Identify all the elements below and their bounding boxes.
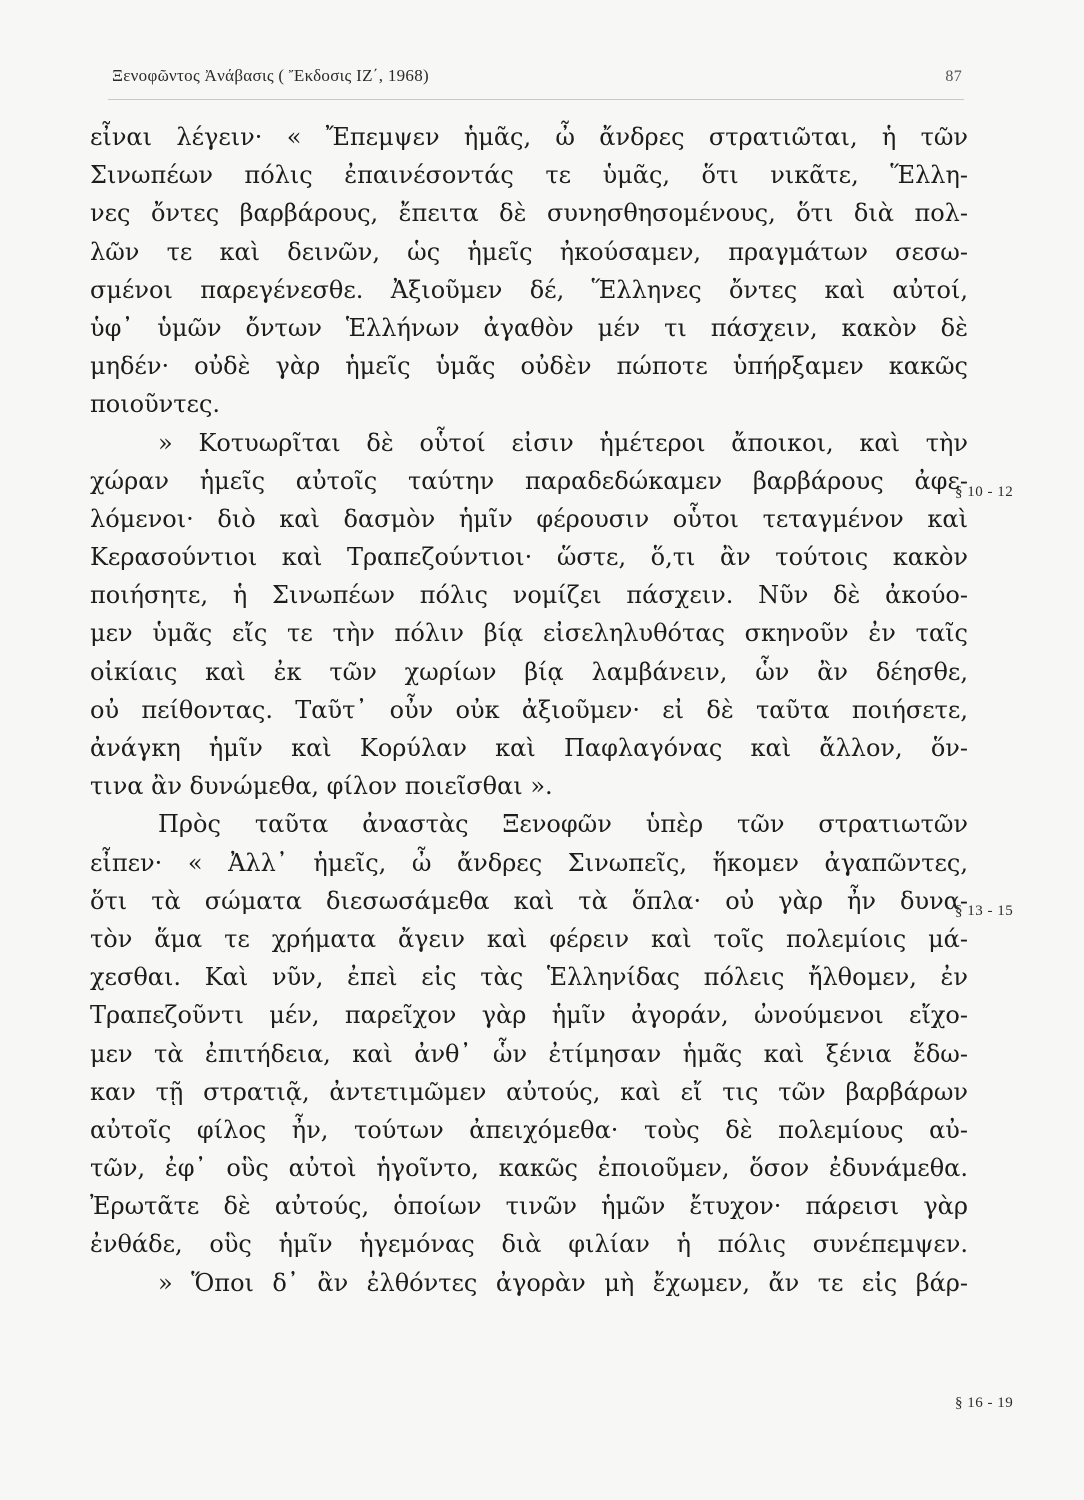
section-marker: § 10 - 12 bbox=[955, 484, 1014, 500]
text-line: μηδέν· οὐδὲ γὰρ ἡμεῖς ὑμᾶς οὐδὲν πώποτε ὑπήρξαμεν κακῶς bbox=[90, 352, 968, 381]
text-line: χώραν ἡμεῖς αὐτοῖς ταύτην παραδεδώκαμεν βαρβάρους ἀφε- bbox=[90, 466, 968, 495]
text-line: » Ὅποι δ᾽ ἂν ἐλθόντες ἀγορὰν μὴ ἔχωμεν, ἄν τε εἰς βάρ- bbox=[158, 1268, 968, 1297]
text-line: τὸν ἅμα τε χρήματα ἄγειν καὶ φέρειν καὶ τοῖς πολεμίοις μά- bbox=[90, 924, 968, 953]
text-line: ἀνάγκη ἡμῖν καὶ Κορύλαν καὶ Παφλαγόνας καὶ ἄλλον, ὅν- bbox=[90, 734, 968, 762]
section-marker: § 16 - 19 bbox=[955, 1395, 1014, 1411]
text-line: τινα ἂν δυνώμεθα, φίλον ποιεῖσθαι ». bbox=[90, 772, 553, 801]
text-line: μεν τὰ ἐπιτήδεια, καὶ ἀνθ᾽ ὧν ἐτίμησαν ἡμᾶς καὶ ξένια ἔδω- bbox=[90, 1039, 968, 1068]
text-line: σμένοι παρεγένεσθε. Ἀξιοῦμεν δέ, Ἕλληνες ὄντες καὶ αὐτοί, bbox=[90, 275, 968, 304]
text-line: » Κοτυωρῖται δὲ οὗτοί εἰσιν ἡμέτεροι ἄποικοι, καὶ τὴν bbox=[158, 428, 968, 457]
body-text bbox=[90, 118, 968, 1302]
text-line: Κερασούντιοι καὶ Τραπεζούντιοι· ὥστε, ὅ,τι ἂν τούτοις κακὸν bbox=[90, 543, 968, 572]
text-line: αὐτοῖς φίλος ἦν, τούτων ἀπειχόμεθα· τοὺς δὲ πολεμίους αὐ- bbox=[90, 1115, 968, 1144]
text-line: λόμενοι· διὸ καὶ δασμὸν ἡμῖν φέρουσιν οὗτοι τεταγμένον καὶ bbox=[90, 504, 968, 533]
text-line: Πρὸς ταῦτα ἀναστὰς Ξενοφῶν ὑπὲρ τῶν στρατιωτῶν bbox=[158, 810, 968, 839]
text-line: καν τῇ στρατιᾷ, ἀντετιμῶμεν αὐτούς, καὶ εἴ τις τῶν βαρβάρων bbox=[90, 1077, 968, 1106]
text-line: χεσθαι. Καὶ νῦν, ἐπεὶ εἰς τὰς Ἑλληνίδας πόλεις ἤλθομεν, ἐν bbox=[90, 963, 968, 992]
text-line: ποιοῦντες. bbox=[90, 390, 221, 419]
text-line: νες ὄντες βαρβάρους, ἔπειτα δὲ συνησθησομένους, ὅτι διὰ πολ- bbox=[90, 199, 968, 228]
text-line: ὅτι τὰ σώματα διεσωσάμεθα καὶ τὰ ὅπλα· οὐ γὰρ ἦν δυνα- bbox=[90, 886, 968, 915]
running-header bbox=[112, 66, 962, 94]
text-line: ἐνθάδε, οὓς ἡμῖν ἡγεμόνας διὰ φιλίαν ἡ πόλις συνέπεμψεν. bbox=[90, 1230, 968, 1259]
text-line: τῶν, ἐφ᾽ οὓς αὐτοὶ ἡγοῖντο, κακῶς ἐποιοῦμεν, ὅσον ἐδυνάμεθα. bbox=[90, 1154, 968, 1183]
text-line: ὑφ᾽ ὑμῶν ὄντων Ἑλλήνων ἀγαθὸν μέν τι πάσχειν, κακὸν δὲ bbox=[90, 313, 968, 342]
text-line: Ἐρωτᾶτε δὲ αὐτούς, ὁποίων τινῶν ἡμῶν ἔτυχον· πάρεισι γὰρ bbox=[90, 1192, 968, 1221]
text-line: εἶπεν· « Ἀλλ᾽ ἡμεῖς, ὦ ἄνδρες Σινωπεῖς, ἥκομεν ἀγαπῶντες, bbox=[90, 848, 968, 877]
text-line: εἶναι λέγειν· « Ἔπεμψεν ἡμᾶς, ὦ ἄνδρες στρατιῶται, ἡ τῶν bbox=[90, 123, 968, 151]
header-title: Ξενοφῶντος Ἀνάβασις ( Ἔκδοσις ΙΖ΄, 1968) bbox=[112, 66, 429, 85]
page-number: 87 bbox=[945, 68, 962, 85]
text-line: Τραπεζοῦντι μέν, παρεῖχον γὰρ ἡμῖν ἀγοράν, ὠνούμενοι εἴχο- bbox=[90, 1001, 968, 1030]
text-line: οὐ πείθοντας. Ταῦτ᾽ οὖν οὐκ ἀξιοῦμεν· εἰ δὲ ταῦτα ποιήσετε, bbox=[90, 695, 968, 724]
header-rule bbox=[108, 99, 964, 100]
text-line: λῶν τε καὶ δεινῶν, ὡς ἡμεῖς ἠκούσαμεν, πραγμάτων σεσω- bbox=[90, 237, 968, 266]
section-marker: § 13 - 15 bbox=[955, 903, 1014, 919]
text-line: οἰκίαις καὶ ἐκ τῶν χωρίων βίᾳ λαμβάνειν, ὧν ἂν δέησθε, bbox=[90, 657, 968, 686]
text-line: μεν ὑμᾶς εἴς τε τὴν πόλιν βίᾳ εἰσεληλυθότας σκηνοῦν ἐν ταῖς bbox=[90, 619, 968, 648]
text-line: ποιήσητε, ἡ Σινωπέων πόλις νομίζει πάσχειν. Νῦν δὲ ἀκούο- bbox=[90, 581, 968, 610]
text-line: Σινωπέων πόλις ἐπαινέσοντάς τε ὑμᾶς, ὅτι νικᾶτε, Ἕλλη- bbox=[90, 161, 968, 190]
